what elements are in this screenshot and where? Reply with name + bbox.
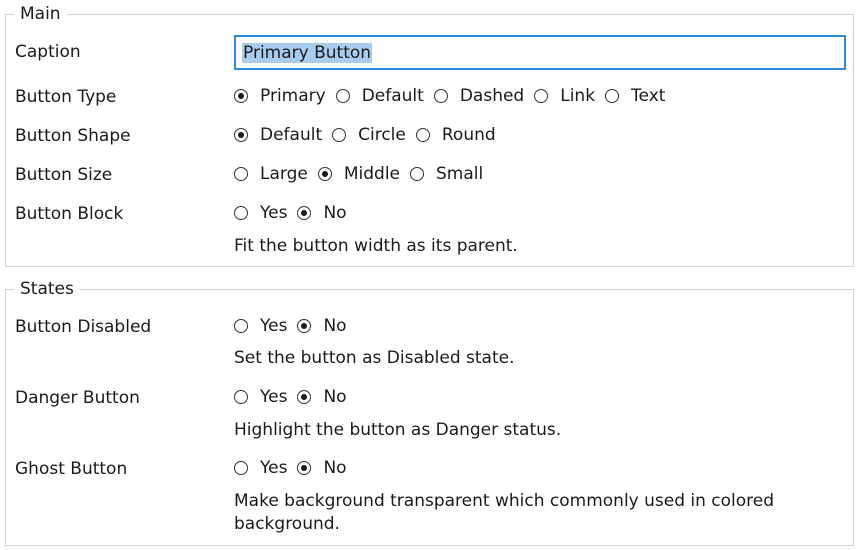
danger-button-description: Highlight the button as Danger status. bbox=[234, 420, 562, 440]
danger-button-options bbox=[234, 384, 357, 410]
button-disabled-options bbox=[234, 313, 357, 339]
button-block-label: Button Block bbox=[15, 204, 124, 224]
radio-checked-icon[interactable] bbox=[234, 89, 248, 103]
caption-input-value: Primary Button bbox=[243, 42, 372, 63]
radio-icon[interactable] bbox=[434, 89, 448, 103]
states-group-legend: States bbox=[14, 279, 80, 299]
button-type-options bbox=[234, 83, 675, 109]
button-shape-options bbox=[234, 122, 506, 148]
button-type-option-text[interactable]: Text bbox=[605, 86, 665, 106]
ghost-button-description: Make background transparent which commonly used in colored background. bbox=[234, 491, 775, 534]
radio-icon[interactable] bbox=[234, 167, 248, 181]
button-type-option-link[interactable]: Link bbox=[534, 86, 595, 106]
radio-checked-icon[interactable] bbox=[234, 128, 248, 142]
button-type-option-dashed[interactable]: Dashed bbox=[434, 86, 524, 106]
radio-icon[interactable] bbox=[332, 128, 346, 142]
ghost-button-option-yes[interactable]: Yes bbox=[234, 458, 287, 478]
radio-icon[interactable] bbox=[336, 89, 350, 103]
caption-input[interactable] bbox=[234, 35, 846, 70]
radio-icon[interactable] bbox=[234, 461, 248, 475]
radio-icon[interactable] bbox=[416, 128, 430, 142]
radio-icon[interactable] bbox=[534, 89, 548, 103]
radio-icon[interactable] bbox=[234, 390, 248, 404]
button-size-label: Button Size bbox=[15, 165, 113, 185]
button-size-options bbox=[234, 161, 493, 187]
button-type-label: Button Type bbox=[15, 87, 117, 107]
button-shape-label: Button Shape bbox=[15, 126, 131, 146]
radio-checked-icon[interactable] bbox=[297, 206, 311, 220]
button-shape-option-circle[interactable]: Circle bbox=[332, 125, 406, 145]
danger-button-option-yes[interactable]: Yes bbox=[234, 387, 287, 407]
radio-checked-icon[interactable] bbox=[297, 461, 311, 475]
danger-button-label: Danger Button bbox=[15, 388, 140, 408]
radio-icon[interactable] bbox=[234, 206, 248, 220]
radio-icon[interactable] bbox=[605, 89, 619, 103]
button-shape-option-default[interactable]: Default bbox=[234, 125, 322, 145]
button-disabled-option-yes[interactable]: Yes bbox=[234, 316, 287, 336]
ghost-button-label: Ghost Button bbox=[15, 459, 128, 479]
button-disabled-option-no[interactable]: No bbox=[297, 316, 346, 336]
radio-icon[interactable] bbox=[410, 167, 424, 181]
main-group bbox=[5, 4, 854, 267]
button-size-option-middle[interactable]: Middle bbox=[318, 164, 400, 184]
ghost-button-options bbox=[234, 455, 357, 481]
radio-checked-icon[interactable] bbox=[297, 390, 311, 404]
radio-icon[interactable] bbox=[234, 319, 248, 333]
button-type-option-default[interactable]: Default bbox=[336, 86, 424, 106]
main-group-legend: Main bbox=[14, 4, 67, 24]
button-block-description: Fit the button width as its parent. bbox=[234, 236, 518, 256]
button-block-option-no[interactable]: No bbox=[297, 203, 346, 223]
radio-checked-icon[interactable] bbox=[318, 167, 332, 181]
button-size-option-large[interactable]: Large bbox=[234, 164, 308, 184]
caption-label: Caption bbox=[15, 42, 81, 62]
button-type-option-primary[interactable]: Primary bbox=[234, 86, 326, 106]
button-disabled-description: Set the button as Disabled state. bbox=[234, 348, 515, 368]
radio-checked-icon[interactable] bbox=[297, 319, 311, 333]
states-group bbox=[5, 279, 854, 546]
button-size-option-small[interactable]: Small bbox=[410, 164, 483, 184]
button-shape-option-round[interactable]: Round bbox=[416, 125, 496, 145]
danger-button-option-no[interactable]: No bbox=[297, 387, 346, 407]
button-disabled-label: Button Disabled bbox=[15, 317, 152, 337]
button-block-options bbox=[234, 200, 357, 226]
button-block-option-yes[interactable]: Yes bbox=[234, 203, 287, 223]
ghost-button-option-no[interactable]: No bbox=[297, 458, 346, 478]
